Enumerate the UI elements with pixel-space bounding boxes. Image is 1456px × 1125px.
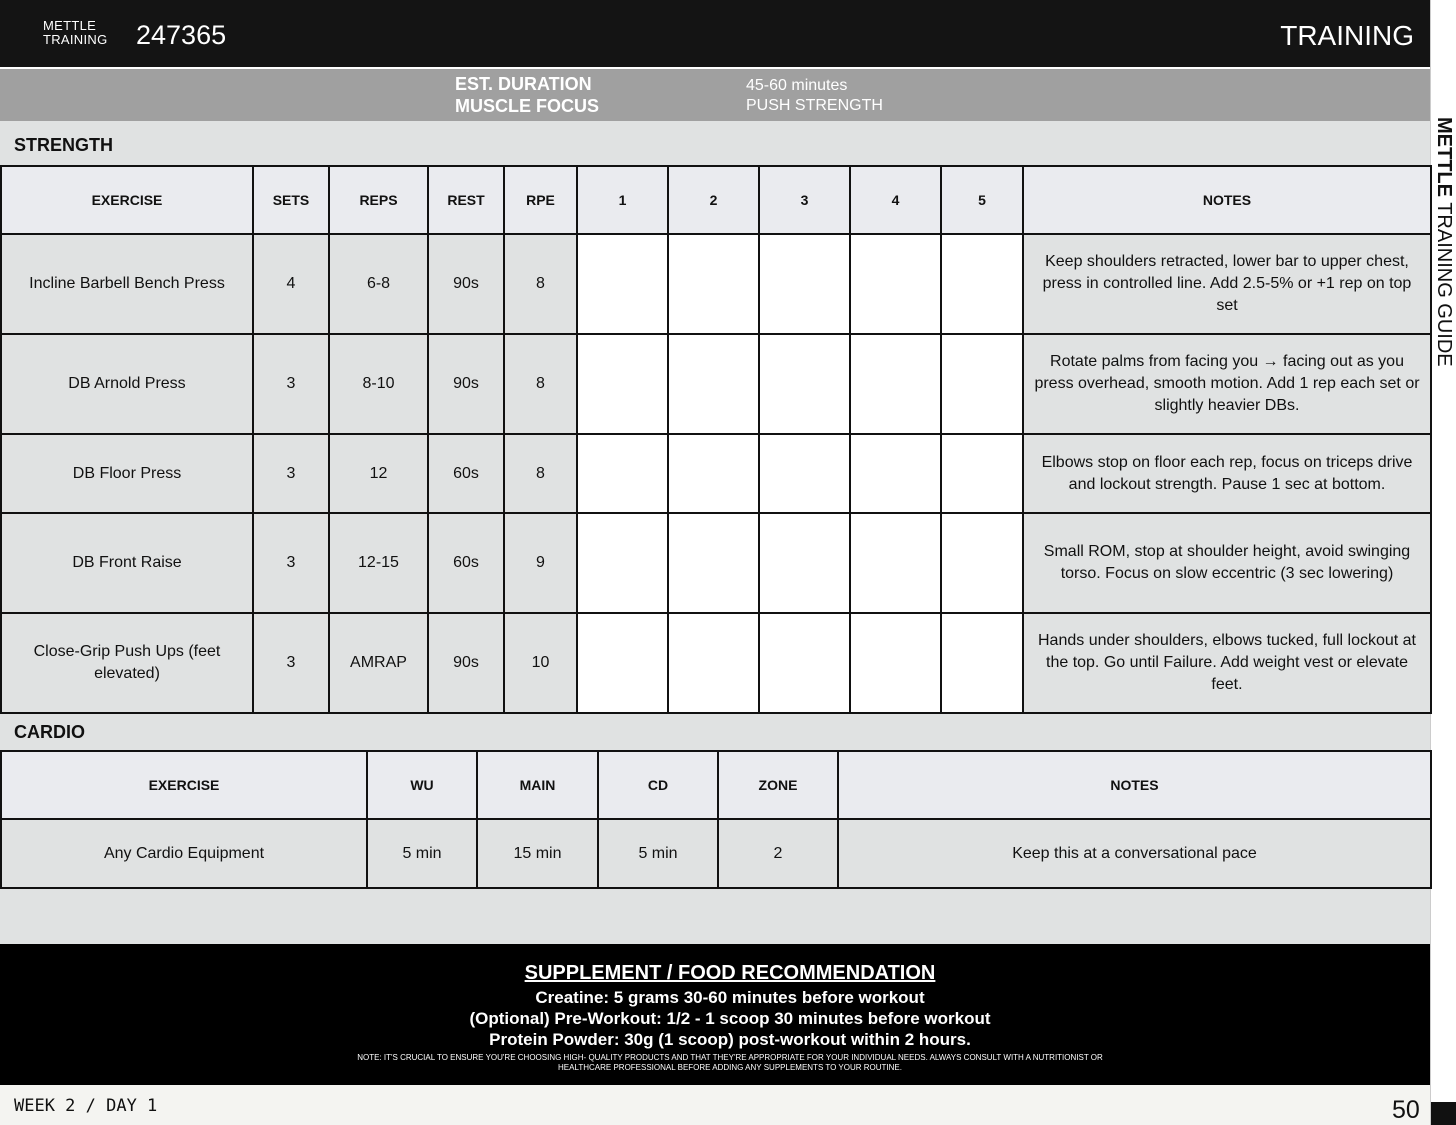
- set-4-entry[interactable]: [850, 513, 941, 613]
- set-3-entry[interactable]: [759, 513, 850, 613]
- table-row: [1, 234, 1431, 334]
- col-rest: REST: [428, 166, 504, 234]
- set-5-entry[interactable]: [941, 613, 1023, 713]
- strength-header-row: [1, 166, 1431, 234]
- col-notes: NOTES: [838, 751, 1431, 819]
- page-number: 50: [1392, 1096, 1420, 1124]
- supplement-line-preworkout: (Optional) Pre-Workout: 1/2 - 1 scoop 30 minutes before workout: [469, 1009, 991, 1028]
- page-footer: [0, 1085, 1430, 1125]
- col-set-2: 2: [668, 166, 759, 234]
- duration-value: 45-60 minutes: [746, 77, 848, 94]
- notes-cell: Elbows stop on floor each rep, focus on triceps drive and lockout strength. Pause 1 sec at bottom.: [1023, 434, 1431, 513]
- brand-line-2: TRAINING: [43, 32, 108, 47]
- set-5-entry[interactable]: [941, 513, 1023, 613]
- rest-cell: 60s: [428, 434, 504, 513]
- strength-title: STRENGTH: [14, 135, 113, 155]
- set-2-entry[interactable]: [668, 513, 759, 613]
- sidebar-text-bold: METTLE: [1433, 117, 1455, 197]
- rpe-cell: 8: [504, 434, 577, 513]
- notes-cell: Hands under shoulders, elbows tucked, full lockout at the top. Go until Failure. Add weight vest or elevate feet.: [1023, 613, 1431, 713]
- week-day-label: WEEK 2 / DAY 1: [14, 1096, 158, 1116]
- col-wu: WU: [367, 751, 477, 819]
- exercise-cell: DB Floor Press: [1, 434, 253, 513]
- cardio-header-row: [1, 751, 1431, 819]
- supplement-section: [0, 944, 1430, 1085]
- page-marker-block: [1431, 1102, 1456, 1125]
- set-1-entry[interactable]: [577, 334, 668, 434]
- notes-cell: Keep shoulders retracted, lower bar to upper chest, press in controlled line. Add 2.5-5% or +1 rep on top set: [1023, 234, 1431, 334]
- reps-cell: 12-15: [329, 513, 428, 613]
- set-4-entry[interactable]: [850, 434, 941, 513]
- set-1-entry[interactable]: [577, 234, 668, 334]
- rpe-cell: 10: [504, 613, 577, 713]
- table-row: [1, 513, 1431, 613]
- sets-cell: 3: [253, 513, 329, 613]
- col-exercise: EXERCISE: [1, 751, 367, 819]
- rpe-cell: 9: [504, 513, 577, 613]
- sidebar-text: [1431, 117, 1456, 517]
- supplement-disclaimer: NOTE: IT'S CRUCIAL TO ENSURE YOU'RE CHOOSING HIGH- QUALITY PRODUCTS AND THAT THEY'RE APPROPRIATE FOR YOUR INDIVIDUAL NEEDS. ALWAYS CONSULT WITH A NUTRITIONIST OR HEALTHCARE PROFESSIONAL BEFORE ADDING ANY SUPPLEMENTS TO YOUR ROUTINE.: [357, 1053, 1103, 1072]
- reps-cell: 6-8: [329, 234, 428, 334]
- supplement-line-creatine: Creatine: 5 grams 30-60 minutes before workout: [535, 988, 925, 1007]
- col-rpe: RPE: [504, 166, 577, 234]
- sets-cell: 4: [253, 234, 329, 334]
- set-2-entry[interactable]: [668, 234, 759, 334]
- program-code: 247365: [136, 20, 227, 50]
- exercise-cell: Close-Grip Push Ups (feet elevated): [1, 613, 253, 713]
- set-4-entry[interactable]: [850, 613, 941, 713]
- table-row: [1, 334, 1431, 434]
- supplement-line-protein: Protein Powder: 30g (1 scoop) post-workout within 2 hours.: [489, 1030, 971, 1049]
- col-zone: ZONE: [718, 751, 838, 819]
- set-3-entry[interactable]: [759, 434, 850, 513]
- reps-cell: 12: [329, 434, 428, 513]
- exercise-cell: DB Arnold Press: [1, 334, 253, 434]
- rest-cell: 90s: [428, 613, 504, 713]
- col-main: MAIN: [477, 751, 598, 819]
- notes-cell: Small ROM, stop at shoulder height, avoid swinging torso. Focus on slow eccentric (3 sec lowering): [1023, 513, 1431, 613]
- set-3-entry[interactable]: [759, 334, 850, 434]
- exercise-cell: Incline Barbell Bench Press: [1, 234, 253, 334]
- set-5-entry[interactable]: [941, 434, 1023, 513]
- duration-label: EST. DURATION: [455, 74, 592, 94]
- table-row: [1, 613, 1431, 713]
- set-1-entry[interactable]: [577, 613, 668, 713]
- cd-cell: 5 min: [598, 819, 718, 888]
- cardio-table: [0, 750, 1432, 889]
- brand-line-1: METTLE: [43, 18, 97, 33]
- col-set-4: 4: [850, 166, 941, 234]
- rest-cell: 90s: [428, 234, 504, 334]
- strength-table: [0, 165, 1432, 714]
- focus-label: MUSCLE FOCUS: [455, 96, 599, 116]
- set-5-entry[interactable]: [941, 334, 1023, 434]
- rest-cell: 60s: [428, 513, 504, 613]
- sidebar-guide-title: [1430, 0, 1456, 1125]
- set-5-entry[interactable]: [941, 234, 1023, 334]
- reps-cell: AMRAP: [329, 613, 428, 713]
- notes-cell: Keep this at a conversational pace: [838, 819, 1431, 888]
- table-row: [1, 434, 1431, 513]
- sets-cell: 3: [253, 434, 329, 513]
- brand-logo: [43, 19, 108, 47]
- set-4-entry[interactable]: [850, 334, 941, 434]
- workout-info-bar: [0, 69, 1430, 121]
- col-set-3: 3: [759, 166, 850, 234]
- set-2-entry[interactable]: [668, 334, 759, 434]
- notes-cell: Rotate palms from facing you → facing out as you press overhead, smooth motion. Add 1 rep each set or slightly heavier DBs.: [1023, 334, 1431, 434]
- sets-cell: 3: [253, 613, 329, 713]
- cardio-title: CARDIO: [14, 722, 85, 742]
- page-header: [0, 0, 1430, 67]
- col-reps: REPS: [329, 166, 428, 234]
- table-row: [1, 819, 1431, 888]
- col-cd: CD: [598, 751, 718, 819]
- exercise-cell: DB Front Raise: [1, 513, 253, 613]
- rpe-cell: 8: [504, 234, 577, 334]
- col-set-5: 5: [941, 166, 1023, 234]
- set-4-entry[interactable]: [850, 234, 941, 334]
- main-cell: 15 min: [477, 819, 598, 888]
- set-3-entry[interactable]: [759, 234, 850, 334]
- wu-cell: 5 min: [367, 819, 477, 888]
- col-sets: SETS: [253, 166, 329, 234]
- set-3-entry[interactable]: [759, 613, 850, 713]
- rpe-cell: 8: [504, 334, 577, 434]
- sidebar-text-rest: TRAINING GUIDE: [1433, 197, 1455, 367]
- set-2-entry[interactable]: [668, 434, 759, 513]
- exercise-cell: Any Cardio Equipment: [1, 819, 367, 888]
- reps-cell: 8-10: [329, 334, 428, 434]
- section-title: TRAINING: [1280, 20, 1414, 51]
- set-1-entry[interactable]: [577, 513, 668, 613]
- col-notes: NOTES: [1023, 166, 1431, 234]
- set-1-entry[interactable]: [577, 434, 668, 513]
- rest-cell: 90s: [428, 334, 504, 434]
- col-set-1: 1: [577, 166, 668, 234]
- set-2-entry[interactable]: [668, 613, 759, 713]
- col-exercise: EXERCISE: [1, 166, 253, 234]
- zone-cell: 2: [718, 819, 838, 888]
- workout-content: [0, 121, 1430, 944]
- sets-cell: 3: [253, 334, 329, 434]
- focus-value: PUSH STRENGTH: [746, 97, 883, 114]
- supplement-title: SUPPLEMENT / FOOD RECOMMENDATION: [524, 962, 936, 984]
